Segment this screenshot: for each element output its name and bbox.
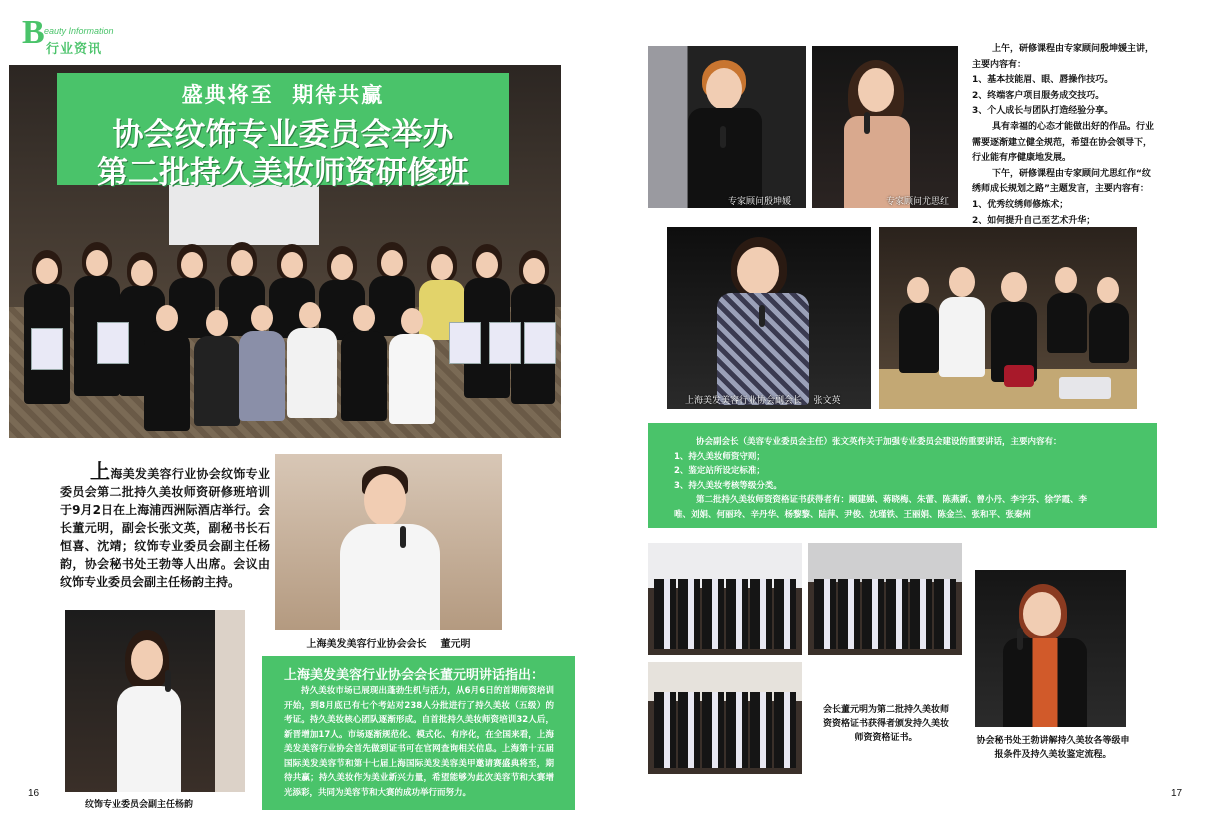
headline-line-1: 协会纹饰专业委员会举办	[112, 117, 454, 153]
group-photo	[9, 65, 561, 438]
course-line: 2、终端客户项目服务成交技巧。	[972, 90, 1105, 101]
course-line: 主要内容有：	[972, 59, 1027, 70]
you-photo	[812, 46, 958, 208]
caption-certificate-group: 会长董元明为第二批持久美妆师资资格证书获得者颁发持久美妆师资资格证书。	[822, 705, 949, 743]
speech-box	[262, 656, 575, 810]
course-line: 3、个人成长与团队打造经验分享。	[972, 106, 1114, 117]
vice-president-box	[648, 423, 1157, 528]
caption-you: 专家顾问尤思红	[886, 197, 950, 207]
green-line: 第二批持久美妆师资资格证书获得者有：顾建娣、蒋晓梅、朱蕾、陈燕新、曾小丹、李宇芬、徐学霞、李	[696, 495, 1088, 505]
course-line: 1、基本技能眉、眼、唇操作技巧。	[972, 75, 1114, 86]
yang-yun-photo	[65, 610, 245, 792]
page-number-right: 17	[1171, 788, 1183, 799]
zhang-wenying-photo	[667, 227, 871, 409]
page-number-left: 16	[28, 788, 40, 799]
certificate-photo-3	[648, 662, 802, 774]
yin-photo	[648, 46, 806, 208]
course-line: 下午，研修课程由专家顾问尤思红作“纹	[992, 168, 1151, 179]
course-line: 上午，研修课程由专家顾问殷坤媛主讲，	[992, 44, 1155, 54]
intro-drop-cap: 上	[90, 459, 111, 483]
magazine-header	[22, 14, 162, 58]
logo-letter: B	[22, 14, 45, 51]
course-text	[972, 42, 1172, 245]
intro-paragraph	[60, 459, 270, 591]
course-line: 绣师成长规划之路”主题发言，主要内容有：	[972, 184, 1149, 195]
caption-yin: 专家顾问殷坤媛	[728, 197, 792, 207]
certificate-photo-1	[648, 543, 802, 655]
section-title: 行业资讯	[46, 42, 103, 57]
course-line: 1、优秀纹绣师修炼术；	[972, 199, 1069, 210]
certificate-photo-2	[808, 543, 962, 655]
group-people	[19, 250, 559, 438]
caption-yang-yun: 纹饰专业委员会副主任杨韵	[85, 800, 194, 810]
green-line: 唯、刘娟、何丽玲、辛丹华、杨黎黎、陆萍、尹俊、沈瑾铁、王丽娟、陈金兰、张和平、张秦州	[674, 509, 1032, 520]
slogan: 盛典将至 期待共赢	[181, 82, 385, 107]
wang-bo-photo	[975, 570, 1126, 727]
president-photo	[275, 454, 502, 630]
course-line: 2、如何提升自己至艺术升华；	[972, 215, 1096, 226]
speech-body: 持久美妆市场已展现出蓬勃生机与活力，从6月6日的首期师资培训开始，到8月底已有七个考站对238人分批进行了持久美妆（五级）的考证。持久美妆核心团队逐渐形成。自首批持久美妆师资培训32人后，新晋增加17人。市场逐渐规范化、模式化、有序化，在全国来看，上海美发美容行业协会首先做到证书可在官网查询相关信息。上海第十五届国际美发美容节和第十七届上海国际美发美容美甲邀请赛盛典将至，期待共赢；持久美妆作为美业新兴力量，希望能够为此次美容节和大赛增光添彩，共同为美容节和大赛的成功举行而努力。	[284, 686, 554, 798]
headline-line-2: 第二批持久美妆师资研修班	[97, 155, 469, 191]
logo-text: eauty Information	[44, 26, 114, 36]
green-line: 3、持久美妆考核等级分类。	[674, 480, 782, 491]
course-line: 行业能有序健康地发展。	[972, 153, 1072, 164]
green-line: 2、鉴定站所设定标准；	[674, 466, 765, 476]
caption-zhang: 上海美发美容行业协会副会长 张文英	[685, 396, 841, 406]
audience-photo	[879, 227, 1137, 409]
green-line: 协会副会长（美容专业委员会主任）张文英作关于加强专业委员会建设的重要讲话，主要内容有：	[696, 437, 1062, 447]
green-line: 1、持久美妆师资守则；	[674, 451, 765, 462]
course-line: 需要逐渐建立健全规范，希望在协会领导下，	[972, 137, 1153, 148]
caption-president: 上海美发美容行业协会会长 董元明	[306, 639, 471, 650]
speech-title: 上海美发美容行业协会会长董元明讲话指出：	[284, 668, 545, 683]
course-line: 具有幸福的心态才能做出好的作品。行业	[992, 121, 1155, 132]
caption-wang-bo: 协会秘书处王勃讲解持久美妆各等级申报条件及持久美妆鉴定流程。	[976, 736, 1130, 760]
title-banner	[57, 73, 509, 191]
intro-text: 海美发美容行业协会纹饰专业委员会第二批持久美妆师资研修班培训于9月2日在上海浦西洲际酒店举行。会长董元明，副会长张文英，副秘书长石恒喜、沈靖；纹饰专业委员会副主任杨韵，协会秘书处王勃等人出席。会议由纹饰专业委员会副主任杨韵主持。	[60, 467, 270, 589]
